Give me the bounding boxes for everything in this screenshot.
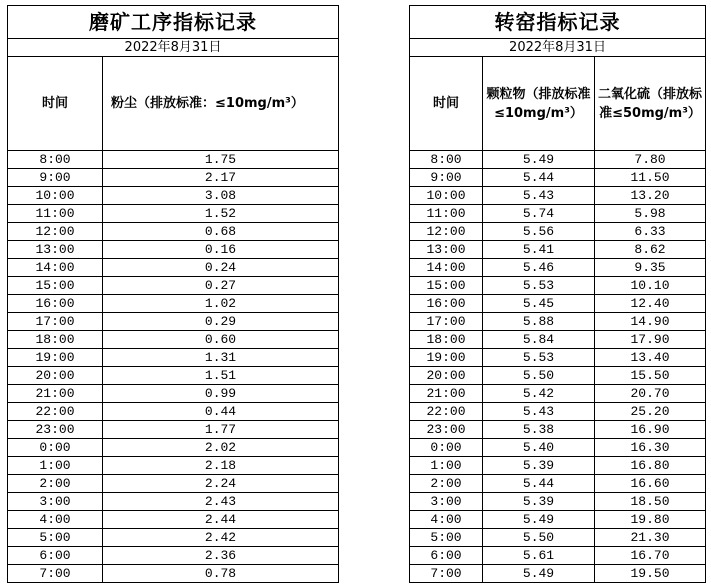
so2-value-cell: 14.90 [595, 313, 706, 331]
time-cell: 15:00 [8, 277, 103, 295]
time-cell: 20:00 [8, 367, 103, 385]
time-cell: 12:00 [8, 223, 103, 241]
time-cell: 14:00 [410, 259, 483, 277]
grinding-table-title: 磨矿工序指标记录 [8, 6, 339, 39]
so2-value-cell: 10.10 [595, 277, 706, 295]
time-cell: 4:00 [8, 511, 103, 529]
so2-value-cell: 16.30 [595, 439, 706, 457]
time-cell: 17:00 [410, 313, 483, 331]
so2-value-cell: 7.80 [595, 151, 706, 169]
so2-value-cell: 5.98 [595, 205, 706, 223]
table-row [8, 295, 339, 313]
time-cell: 19:00 [8, 349, 103, 367]
particulate-value-cell: 5.39 [483, 493, 595, 511]
table-row [410, 529, 706, 547]
so2-value-cell: 16.80 [595, 457, 706, 475]
so2-value-cell: 9.35 [595, 259, 706, 277]
table-row [8, 403, 339, 421]
so2-value-cell: 20.70 [595, 385, 706, 403]
time-cell: 1:00 [410, 457, 483, 475]
so2-value-cell: 19.80 [595, 511, 706, 529]
dust-value-cell: 3.08 [103, 187, 339, 205]
particulate-value-cell: 5.40 [483, 439, 595, 457]
dust-value-cell: 0.60 [103, 331, 339, 349]
time-cell: 5:00 [8, 529, 103, 547]
dust-value-cell: 1.02 [103, 295, 339, 313]
so2-value-cell: 16.90 [595, 421, 706, 439]
kiln-so2-header: 二氧化硫（排放标准≤50mg/m³） [595, 57, 706, 151]
time-cell: 8:00 [8, 151, 103, 169]
time-cell: 0:00 [410, 439, 483, 457]
so2-value-cell: 18.50 [595, 493, 706, 511]
particulate-value-cell: 5.43 [483, 187, 595, 205]
table-row [8, 331, 339, 349]
table-row [8, 511, 339, 529]
time-cell: 10:00 [410, 187, 483, 205]
time-cell: 11:00 [410, 205, 483, 223]
time-cell: 3:00 [410, 493, 483, 511]
kiln-table [409, 5, 706, 583]
table-row [410, 457, 706, 475]
time-cell: 2:00 [8, 475, 103, 493]
particulate-value-cell: 5.49 [483, 565, 595, 583]
time-cell: 8:00 [410, 151, 483, 169]
time-cell: 19:00 [410, 349, 483, 367]
table-row [410, 151, 706, 169]
table-row [8, 259, 339, 277]
table-row [8, 457, 339, 475]
time-cell: 14:00 [8, 259, 103, 277]
dust-value-cell: 1.52 [103, 205, 339, 223]
time-cell: 18:00 [8, 331, 103, 349]
so2-value-cell: 13.20 [595, 187, 706, 205]
particulate-value-cell: 5.74 [483, 205, 595, 223]
table-row [8, 367, 339, 385]
kiln-particulate-header: 颗粒物（排放标准≤10mg/m³） [483, 57, 595, 151]
so2-value-cell: 25.20 [595, 403, 706, 421]
table-row [410, 421, 706, 439]
time-cell: 21:00 [8, 385, 103, 403]
so2-value-cell: 11.50 [595, 169, 706, 187]
table-row [410, 277, 706, 295]
table-row [410, 169, 706, 187]
time-cell: 7:00 [410, 565, 483, 583]
so2-value-cell: 15.50 [595, 367, 706, 385]
time-cell: 3:00 [8, 493, 103, 511]
time-cell: 1:00 [8, 457, 103, 475]
table-row [8, 349, 339, 367]
table-row [410, 259, 706, 277]
grinding-dust-header: 粉尘（排放标准：≤10mg/m³） [103, 57, 339, 151]
table-row [8, 421, 339, 439]
dust-value-cell: 2.44 [103, 511, 339, 529]
table-row [8, 223, 339, 241]
dust-value-cell: 2.18 [103, 457, 339, 475]
particulate-value-cell: 5.53 [483, 277, 595, 295]
dust-value-cell: 2.42 [103, 529, 339, 547]
table-row [410, 475, 706, 493]
table-row [8, 205, 339, 223]
time-cell: 10:00 [8, 187, 103, 205]
time-cell: 6:00 [8, 547, 103, 565]
dust-value-cell: 0.44 [103, 403, 339, 421]
table-row [410, 403, 706, 421]
particulate-value-cell: 5.50 [483, 367, 595, 385]
so2-value-cell: 16.60 [595, 475, 706, 493]
table-row [410, 187, 706, 205]
dust-value-cell: 1.75 [103, 151, 339, 169]
time-cell: 17:00 [8, 313, 103, 331]
table-row [8, 385, 339, 403]
table-row [410, 439, 706, 457]
particulate-value-cell: 5.42 [483, 385, 595, 403]
dust-value-cell: 1.51 [103, 367, 339, 385]
particulate-value-cell: 5.45 [483, 295, 595, 313]
dust-value-cell: 2.17 [103, 169, 339, 187]
dust-value-cell: 0.68 [103, 223, 339, 241]
table-row [8, 547, 339, 565]
time-cell: 18:00 [410, 331, 483, 349]
so2-value-cell: 17.90 [595, 331, 706, 349]
time-cell: 20:00 [410, 367, 483, 385]
dust-value-cell: 0.16 [103, 241, 339, 259]
so2-value-cell: 19.50 [595, 565, 706, 583]
dust-value-cell: 2.24 [103, 475, 339, 493]
table-row [8, 493, 339, 511]
so2-value-cell: 6.33 [595, 223, 706, 241]
table-row [8, 313, 339, 331]
table-row [8, 439, 339, 457]
table-row [8, 565, 339, 583]
table-row [410, 349, 706, 367]
time-cell: 21:00 [410, 385, 483, 403]
so2-value-cell: 21.30 [595, 529, 706, 547]
table-row [8, 169, 339, 187]
time-cell: 22:00 [8, 403, 103, 421]
table-row [410, 223, 706, 241]
particulate-value-cell: 5.44 [483, 475, 595, 493]
so2-value-cell: 12.40 [595, 295, 706, 313]
table-row [8, 241, 339, 259]
kiln-table-title: 转窑指标记录 [410, 6, 706, 39]
table-row [410, 295, 706, 313]
table-row [410, 331, 706, 349]
kiln-table-date: 2022年8月31日 [410, 39, 706, 57]
time-cell: 23:00 [8, 421, 103, 439]
table-row [410, 313, 706, 331]
time-cell: 9:00 [8, 169, 103, 187]
table-row [410, 385, 706, 403]
particulate-value-cell: 5.39 [483, 457, 595, 475]
dust-value-cell: 1.31 [103, 349, 339, 367]
particulate-value-cell: 5.50 [483, 529, 595, 547]
particulate-value-cell: 5.41 [483, 241, 595, 259]
dust-value-cell: 2.36 [103, 547, 339, 565]
table-row [8, 187, 339, 205]
dust-value-cell: 0.99 [103, 385, 339, 403]
table-row [410, 547, 706, 565]
time-cell: 7:00 [8, 565, 103, 583]
time-cell: 23:00 [410, 421, 483, 439]
particulate-value-cell: 5.49 [483, 151, 595, 169]
so2-value-cell: 16.70 [595, 547, 706, 565]
time-cell: 16:00 [8, 295, 103, 313]
time-cell: 2:00 [410, 475, 483, 493]
dust-value-cell: 2.02 [103, 439, 339, 457]
dust-value-cell: 1.77 [103, 421, 339, 439]
time-cell: 6:00 [410, 547, 483, 565]
time-cell: 13:00 [410, 241, 483, 259]
particulate-value-cell: 5.43 [483, 403, 595, 421]
grinding-time-header: 时间 [8, 57, 103, 151]
so2-value-cell: 13.40 [595, 349, 706, 367]
particulate-value-cell: 5.84 [483, 331, 595, 349]
grinding-process-table [7, 5, 339, 583]
table-row [410, 493, 706, 511]
time-cell: 16:00 [410, 295, 483, 313]
grinding-table-date: 2022年8月31日 [8, 39, 339, 57]
particulate-value-cell: 5.49 [483, 511, 595, 529]
particulate-value-cell: 5.61 [483, 547, 595, 565]
time-cell: 13:00 [8, 241, 103, 259]
time-cell: 5:00 [410, 529, 483, 547]
table-row [410, 205, 706, 223]
table-row [410, 511, 706, 529]
particulate-value-cell: 5.88 [483, 313, 595, 331]
time-cell: 9:00 [410, 169, 483, 187]
dust-value-cell: 0.27 [103, 277, 339, 295]
dust-value-cell: 0.29 [103, 313, 339, 331]
dust-value-cell: 0.24 [103, 259, 339, 277]
so2-value-cell: 8.62 [595, 241, 706, 259]
time-cell: 15:00 [410, 277, 483, 295]
particulate-value-cell: 5.44 [483, 169, 595, 187]
particulate-value-cell: 5.53 [483, 349, 595, 367]
particulate-value-cell: 5.46 [483, 259, 595, 277]
table-row [8, 277, 339, 295]
dust-value-cell: 0.78 [103, 565, 339, 583]
time-cell: 22:00 [410, 403, 483, 421]
table-row [8, 475, 339, 493]
table-row [410, 367, 706, 385]
table-row [8, 151, 339, 169]
table-row [410, 241, 706, 259]
time-cell: 11:00 [8, 205, 103, 223]
table-row [410, 565, 706, 583]
time-cell: 4:00 [410, 511, 483, 529]
dust-value-cell: 2.43 [103, 493, 339, 511]
particulate-value-cell: 5.38 [483, 421, 595, 439]
particulate-value-cell: 5.56 [483, 223, 595, 241]
table-row [8, 529, 339, 547]
time-cell: 12:00 [410, 223, 483, 241]
kiln-time-header: 时间 [410, 57, 483, 151]
time-cell: 0:00 [8, 439, 103, 457]
